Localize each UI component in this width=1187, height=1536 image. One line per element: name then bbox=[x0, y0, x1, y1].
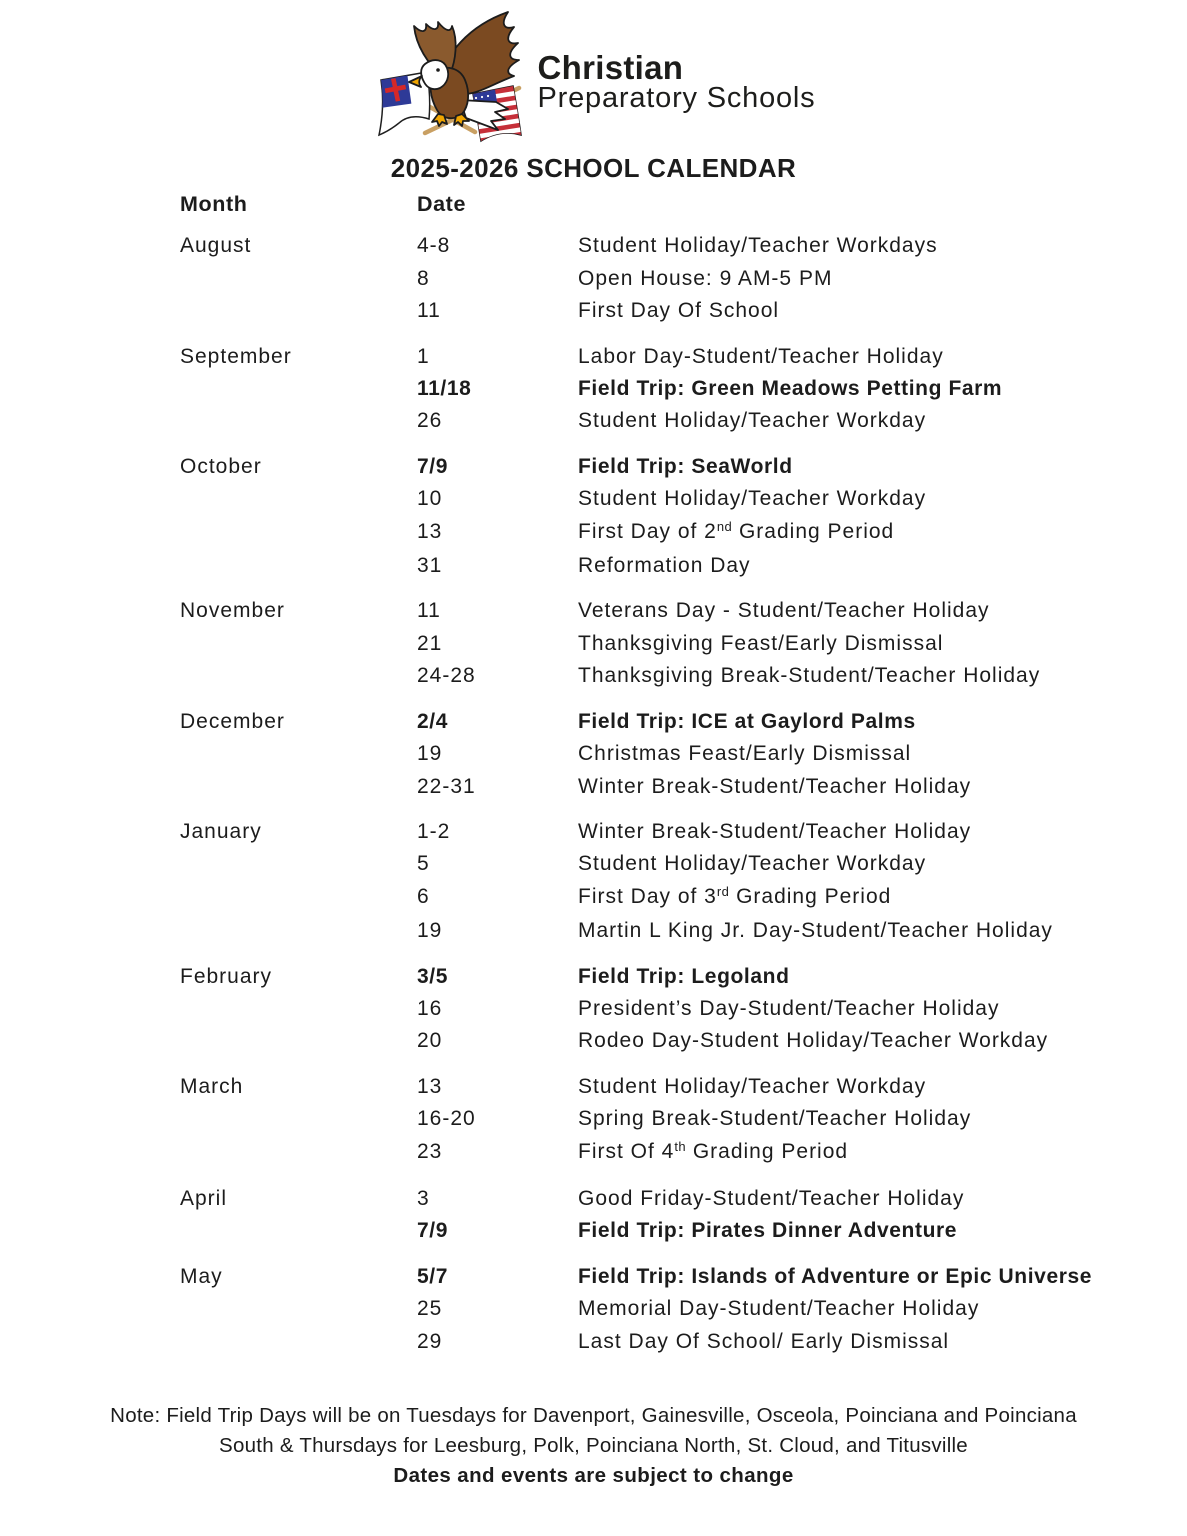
calendar-row bbox=[180, 230, 1180, 262]
event-cell: Martin L King Jr. Day-Student/Teacher Holiday bbox=[578, 919, 1053, 943]
calendar-row bbox=[180, 993, 1180, 1025]
date-cell: 23 bbox=[417, 1139, 443, 1163]
calendar-row bbox=[180, 961, 1180, 993]
ordinal-superscript: nd bbox=[716, 518, 733, 534]
date-cell: 22-31 bbox=[417, 774, 476, 798]
logo-school-subtitle: Preparatory Schools bbox=[537, 82, 816, 114]
calendar-row bbox=[180, 848, 1180, 880]
calendar-row bbox=[180, 628, 1180, 660]
date-cell: 7/9 bbox=[417, 1219, 448, 1243]
page-title: 2025-2026 SCHOOL CALENDAR bbox=[390, 153, 797, 183]
calendar-row bbox=[180, 263, 1180, 295]
calendar-row bbox=[180, 405, 1180, 437]
date-cell: 26 bbox=[417, 409, 443, 433]
calendar-row bbox=[180, 881, 1180, 915]
note-subject-to-change: Dates and events are subject to change bbox=[393, 1464, 794, 1487]
date-cell: 31 bbox=[417, 554, 443, 578]
date-cell: 11 bbox=[417, 599, 441, 623]
month-label: November bbox=[180, 599, 285, 623]
calendar-row bbox=[180, 341, 1180, 373]
date-cell: 11 bbox=[417, 299, 441, 323]
event-cell: President’s Day-Student/Teacher Holiday bbox=[578, 996, 1000, 1020]
note-line-2: South & Thursdays for Leesburg, Polk, Poinciana North, St. Cloud, and Titusville bbox=[219, 1434, 968, 1457]
event-cell: Field Trip: ICE at Gaylord Palms bbox=[578, 709, 916, 733]
event-cell: Thanksgiving Break-Student/Teacher Holiday bbox=[578, 664, 1041, 688]
date-cell: 5 bbox=[417, 852, 430, 876]
event-cell: Student Holiday/Teacher Workdays bbox=[578, 234, 938, 258]
month-label: September bbox=[180, 344, 292, 368]
calendar-row bbox=[180, 550, 1180, 582]
event-cell: Christmas Feast/Early Dismissal bbox=[578, 742, 912, 766]
event-cell: Student Holiday/Teacher Workday bbox=[578, 409, 927, 433]
calendar-rows bbox=[180, 230, 1180, 1358]
event-cell: Memorial Day-Student/Teacher Holiday bbox=[578, 1297, 980, 1321]
ordinal-superscript: rd bbox=[716, 883, 730, 899]
calendar-row bbox=[180, 373, 1180, 405]
calendar-row bbox=[180, 1071, 1180, 1103]
date-cell: 13 bbox=[417, 519, 443, 543]
month-label: February bbox=[180, 964, 273, 988]
event-cell: Student Holiday/Teacher Workday bbox=[578, 1074, 927, 1098]
event-cell: First Of 4th Grading Period bbox=[578, 1138, 849, 1163]
calendar-row bbox=[180, 915, 1180, 947]
calendar-row bbox=[180, 1103, 1180, 1135]
date-cell: 20 bbox=[417, 1029, 443, 1053]
event-cell: Winter Break-Student/Teacher Holiday bbox=[578, 774, 972, 798]
note-line-1: Note: Field Trip Days will be on Tuesdays for Davenport, Gainesville, Osceola, Poinciana and Poinciana bbox=[110, 1404, 1077, 1427]
date-cell: 2/4 bbox=[417, 709, 448, 733]
date-cell: 6 bbox=[417, 884, 430, 908]
event-cell: Rodeo Day-Student Holiday/Teacher Workday bbox=[578, 1029, 1049, 1053]
school-logo bbox=[372, 2, 816, 144]
calendar-row bbox=[180, 1136, 1180, 1170]
calendar-table bbox=[180, 188, 1180, 1358]
calendar-row bbox=[180, 1293, 1180, 1325]
date-cell: 19 bbox=[417, 742, 443, 766]
month-label: January bbox=[180, 819, 262, 843]
event-cell: Thanksgiving Feast/Early Dismissal bbox=[578, 631, 944, 655]
calendar-row bbox=[180, 660, 1180, 692]
calendar-row bbox=[180, 451, 1180, 483]
event-cell: Field Trip: Pirates Dinner Adventure bbox=[578, 1219, 958, 1243]
event-cell: Reformation Day bbox=[578, 554, 751, 578]
date-cell: 29 bbox=[417, 1329, 443, 1353]
date-cell: 25 bbox=[417, 1297, 443, 1321]
date-cell: 8 bbox=[417, 266, 430, 290]
date-column-header: Date bbox=[417, 192, 467, 216]
month-label: December bbox=[180, 709, 285, 733]
calendar-row bbox=[180, 1261, 1180, 1293]
month-column-header: Month bbox=[180, 192, 248, 216]
date-cell: 16-20 bbox=[417, 1107, 476, 1131]
month-label: May bbox=[180, 1264, 223, 1288]
month-label: October bbox=[180, 454, 262, 478]
date-cell: 21 bbox=[417, 631, 443, 655]
calendar-row bbox=[180, 1326, 1180, 1358]
event-cell: First Day of 2nd Grading Period bbox=[578, 518, 895, 543]
calendar-row bbox=[180, 1215, 1180, 1247]
event-cell: Spring Break-Student/Teacher Holiday bbox=[578, 1107, 972, 1131]
event-cell: Good Friday-Student/Teacher Holiday bbox=[578, 1186, 965, 1210]
event-cell: Field Trip: Green Meadows Petting Farm bbox=[578, 377, 1003, 401]
calendar-row bbox=[180, 1025, 1180, 1057]
date-cell: 13 bbox=[417, 1074, 443, 1098]
event-cell: First Day of 3rd Grading Period bbox=[578, 883, 892, 908]
event-cell: Winter Break-Student/Teacher Holiday bbox=[578, 819, 972, 843]
logo-text bbox=[537, 49, 816, 114]
calendar-row bbox=[180, 516, 1180, 550]
event-cell: Field Trip: Islands of Adventure or Epic Universe bbox=[578, 1264, 1093, 1288]
calendar-row bbox=[180, 738, 1180, 770]
event-cell: Student Holiday/Teacher Workday bbox=[578, 487, 927, 511]
date-cell: 16 bbox=[417, 996, 443, 1020]
date-cell: 7/9 bbox=[417, 454, 448, 478]
date-cell: 10 bbox=[417, 487, 443, 511]
calendar-row bbox=[180, 706, 1180, 738]
calendar-row bbox=[180, 771, 1180, 803]
month-label: April bbox=[180, 1186, 228, 1210]
calendar-row bbox=[180, 295, 1180, 327]
date-cell: 24-28 bbox=[417, 664, 476, 688]
ordinal-superscript: th bbox=[674, 1138, 686, 1154]
calendar-row bbox=[180, 816, 1180, 848]
date-cell: 4-8 bbox=[417, 234, 451, 258]
event-cell: Last Day Of School/ Early Dismissal bbox=[578, 1329, 950, 1353]
footer-note bbox=[0, 1401, 1187, 1491]
calendar-row bbox=[180, 483, 1180, 515]
date-cell: 19 bbox=[417, 919, 443, 943]
event-cell: Field Trip: Legoland bbox=[578, 964, 790, 988]
event-cell: Veterans Day - Student/Teacher Holiday bbox=[578, 599, 990, 623]
event-cell: Student Holiday/Teacher Workday bbox=[578, 852, 927, 876]
month-label: March bbox=[180, 1074, 244, 1098]
date-cell: 3/5 bbox=[417, 964, 448, 988]
event-cell: Open House: 9 AM-5 PM bbox=[578, 266, 833, 290]
table-header-row bbox=[180, 188, 1180, 220]
logo-school-name: Christian bbox=[537, 49, 684, 86]
calendar-row bbox=[180, 1183, 1180, 1215]
event-cell: Labor Day-Student/Teacher Holiday bbox=[578, 344, 944, 368]
month-label: August bbox=[180, 234, 252, 258]
eagle-with-flags-icon bbox=[372, 2, 530, 144]
date-cell: 3 bbox=[417, 1186, 430, 1210]
date-cell: 11/18 bbox=[417, 377, 472, 401]
event-cell: Field Trip: SeaWorld bbox=[578, 454, 793, 478]
date-cell: 5/7 bbox=[417, 1264, 448, 1288]
event-cell: First Day Of School bbox=[578, 299, 780, 323]
date-cell: 1 bbox=[417, 344, 430, 368]
calendar-row bbox=[180, 595, 1180, 627]
date-cell: 1-2 bbox=[417, 819, 451, 843]
